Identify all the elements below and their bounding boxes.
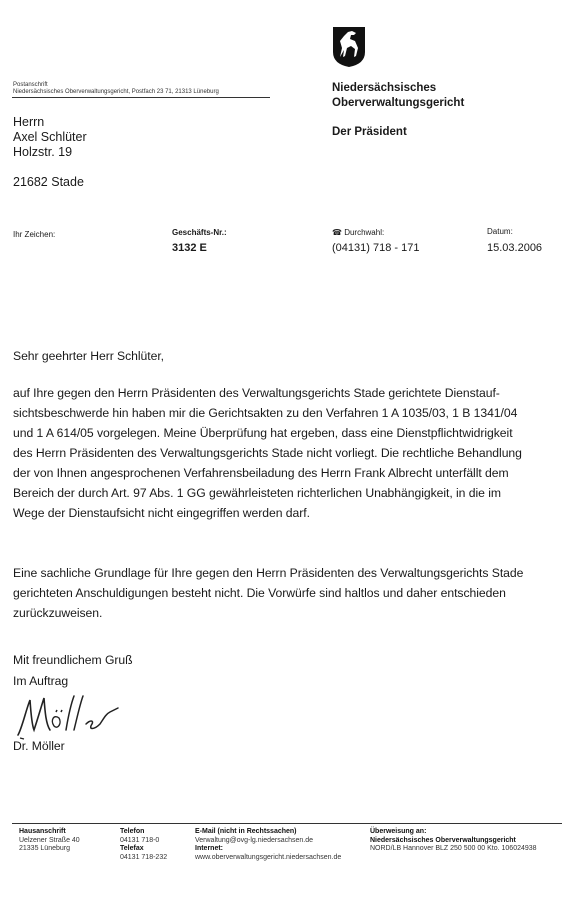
sender-label: Postanschrift: [13, 82, 48, 88]
ihr-zeichen-label: Ihr Zeichen:: [13, 230, 56, 239]
hausanschrift-street: Uelzener Straße 40: [19, 836, 80, 844]
telefax-label: Telefax: [120, 845, 144, 852]
footer-hausanschrift: [19, 828, 80, 854]
court-name-line2: Oberverwaltungsgericht: [332, 97, 465, 109]
court-name-line1: Niedersächsisches: [332, 82, 437, 94]
hausanschrift-label: Hausanschrift: [19, 828, 66, 835]
letter-closing: Mit freundlichem Gruß: [13, 653, 133, 667]
recipient-street: Holzstr. 19: [13, 145, 73, 159]
paragraph-line: sichtsbeschwerde hin haben mir die Gerichtsakten zu den Verfahren 1 A 1035/03, 1 B 1341/04: [13, 406, 518, 420]
letter-greeting: Sehr geehrter Herr Schlüter,: [13, 349, 165, 363]
paragraph-line: Eine sachliche Grundlage für Ihre gegen den Herrn Präsidenten des Verwaltungsgerichts Stade: [13, 566, 524, 580]
hausanschrift-city: 21335 Lüneburg: [19, 845, 70, 852]
internet-label: Internet:: [195, 845, 223, 852]
footer-bank: [370, 828, 537, 854]
handwritten-signature: [14, 690, 124, 740]
bank-label: Überweisung an:: [370, 828, 427, 835]
letter-paragraph-2: [13, 563, 565, 623]
email-value: Verwaltung@ovg-lg.niedersachsen.de: [195, 836, 314, 844]
signer-name: Dr. Möller: [13, 739, 65, 753]
footer-email: [195, 828, 341, 862]
paragraph-line: gerichteten Anschuldigungen besteht nicht. Die Vorwürfe sind haltlos und daher entschieden: [13, 586, 506, 600]
paragraph-line: Bereich der durch Art. 97 Abs. 1 GG gewährleisteten richterlichen Unabhängigkeit, in die im: [13, 486, 501, 500]
footer-divider: [12, 823, 562, 824]
durchwahl-label: Durchwahl:: [344, 228, 385, 237]
bank-details: NORD/LB Hannover BLZ 250 500 00 Kto. 106024938: [370, 845, 537, 852]
sender-address: Niedersächsisches Oberverwaltungsgericht, Postfach 23 71, 21313 Lüneburg: [13, 89, 219, 95]
datum-label: Datum:: [487, 227, 513, 236]
recipient-salutation: Herrn: [13, 115, 45, 129]
recipient-name: Axel Schlüter: [13, 130, 87, 144]
letter-paragraph-1: [13, 383, 565, 523]
paragraph-line: und 1 A 614/05 vorgelegen. Meine Überprüfung hat ergeben, dass eine Dienstpflichtwidrigkeit: [13, 426, 513, 440]
paragraph-line: Wege der Dienstaufsicht nicht eingegriffen werden darf.: [13, 506, 310, 520]
paragraph-line: der von Ihnen angesprochenen Verfahrensbeiladung des Herrn Frank Albrecht unterfällt dem: [13, 466, 509, 480]
geschaeft-nr-value: 3132 E: [172, 242, 207, 254]
telefax-value: 04131 718-232: [120, 853, 168, 861]
durchwahl-value: (04131) 718 - 171: [332, 242, 420, 254]
footer-telefon: [120, 828, 167, 862]
durchwahl: [332, 227, 384, 238]
department-title: Der Präsident: [332, 126, 407, 138]
in-auftrag: Im Auftrag: [13, 674, 69, 688]
telephone-icon: ☎: [332, 228, 345, 237]
telefon-value: 04131 718-0: [120, 836, 160, 844]
geschaeft-nr-label: Geschäfts-Nr.:: [172, 228, 227, 237]
recipient-city: 21682 Stade: [13, 175, 84, 189]
bank-name: Niedersächsisches Oberverwaltungsgericht: [370, 836, 516, 844]
saxony-horse-icon: [332, 26, 366, 68]
telefon-label: Telefon: [120, 828, 145, 835]
datum-value: 15.03.2006: [487, 242, 543, 254]
paragraph-line: zurückzuweisen.: [13, 606, 103, 620]
sender-divider: [12, 97, 270, 98]
paragraph-line: auf Ihre gegen den Herrn Präsidenten des Verwaltungsgerichts Stade gerichtete Dienstauf-: [13, 386, 500, 400]
internet-value: www.oberverwaltungsgericht.niedersachsen.de: [195, 853, 342, 861]
email-label: E-Mail (nicht in Rechtssachen): [195, 828, 297, 835]
paragraph-line: des Herrn Präsidenten des Verwaltungsgerichts Stade nicht vorliegt. Die rechtliche Behandlung: [13, 446, 522, 460]
